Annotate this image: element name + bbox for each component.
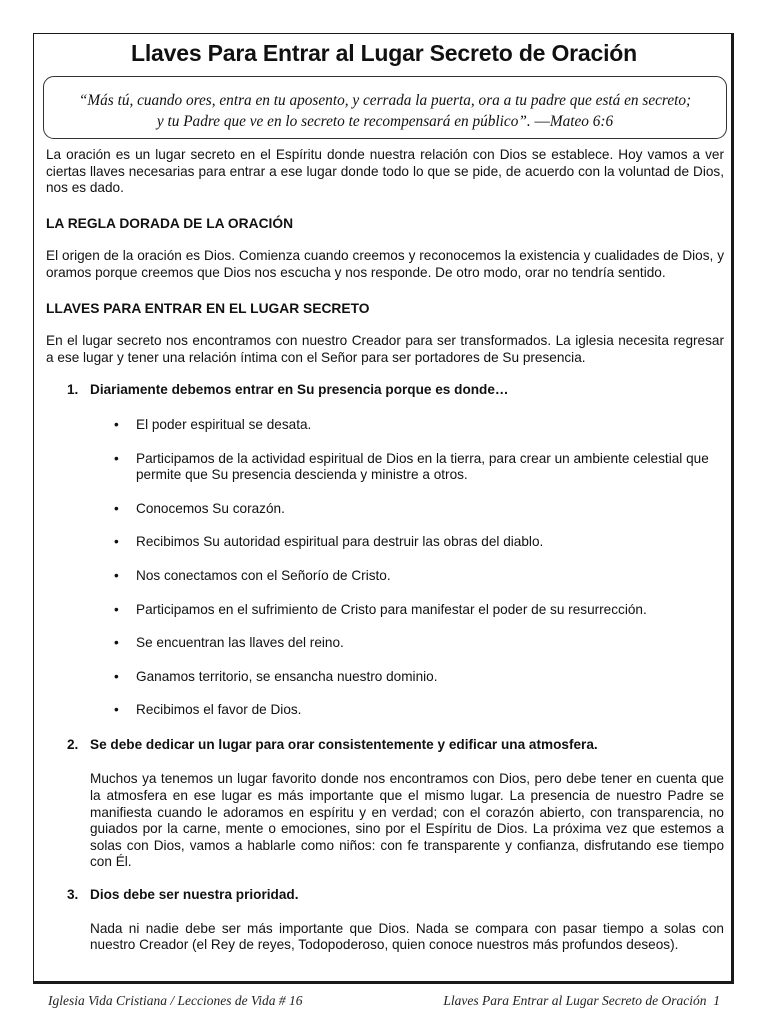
list-item-text: Conocemos Su corazón. [136, 500, 285, 516]
point-number: 1. [67, 382, 79, 398]
quote-line-2 [44, 111, 726, 132]
bullet-icon: • [114, 635, 119, 651]
list-item [46, 602, 724, 619]
list-item [46, 702, 724, 719]
list-item-text: Ganamos territorio, se ensancha nuestro dominio. [136, 668, 438, 684]
list-item-text: El poder espiritual se desata. [136, 416, 312, 432]
list-item [46, 568, 724, 585]
keys-paragraph: En el lugar secreto nos encontramos con nuestro Creador para ser transformados. La iglesia necesita regresar a ese lugar y tener una relación íntima con el Señor para ser portadores de Su presencia. [46, 333, 724, 365]
section-heading-golden-rule: LA REGLA DORADA DE LA ORACIÓN [46, 215, 294, 231]
list-item [46, 451, 724, 484]
list-item [46, 635, 724, 652]
list-item [46, 669, 724, 686]
bullet-icon: • [114, 450, 119, 466]
point-2-paragraph: Muchos ya tenemos un lugar favorito donde nos encontramos con Dios, pero debe tener en cuenta que la atmosfera en ese lugar es más importante que el mismo lugar. La presencia de nuestro Padre se manifiesta cuando le adoramos en espíritu y en verdad; con el corazón abierto, con transparencia, no guiados por la carne, mente o emociones, sino por el Espíritu de Dios. La próxima vez que estemos a solas con Dios, vamos a hablarle como niños: con fe transparente y confianza, disfrutando ese tiempo con Él. [90, 771, 724, 870]
point-number: 3. [67, 887, 79, 903]
section-heading-keys: LLAVES PARA ENTRAR EN EL LUGAR SECRETO [46, 300, 370, 316]
page-number: 1 [713, 993, 720, 1008]
list-item [46, 534, 724, 551]
point-3-heading [46, 887, 724, 904]
point-1-bullet-list [46, 417, 724, 719]
list-item-text: Participamos de la actividad espiritual de Dios en la tierra, para crear un ambiente celestial que permite que Su presencia descienda y ministre a otros. [136, 450, 709, 483]
bullet-icon: • [114, 534, 119, 550]
bullet-icon: • [114, 702, 119, 718]
point-heading-text: Dios debe ser nuestra prioridad. [90, 887, 299, 903]
list-item-text: Participamos en el sufrimiento de Cristo para manifestar el poder de su resurrección. [136, 601, 647, 617]
list-item-text: Nos conectamos con el Señorío de Cristo. [136, 567, 391, 583]
scripture-quote-box [43, 76, 727, 139]
list-item [46, 417, 724, 434]
point-heading-text: Se debe dedicar un lugar para orar consistentemente y edificar una atmosfera. [90, 736, 598, 752]
page-title: Llaves Para Entrar al Lugar Secreto de Oración [131, 40, 637, 66]
point-number: 2. [67, 736, 79, 752]
point-3-paragraph: Nada ni nadie debe ser más importante que Dios. Nada se compara con pasar tiempo a solas con nuestro Creador (el Rey de reyes, Todopoderoso, quien conoce nuestros más profundos deseos). [90, 920, 724, 953]
bullet-icon: • [114, 500, 119, 516]
point-heading-text: Diariamente debemos entrar en Su presencia porque es donde… [90, 382, 509, 398]
quote-line-2-text: y tu Padre que ve en lo secreto te recompensará en público”. [156, 113, 531, 130]
bullet-icon: • [114, 668, 119, 684]
quote-reference [531, 113, 613, 130]
point-2-heading [46, 737, 724, 754]
point-1-heading [46, 382, 724, 399]
bullet-icon: • [114, 567, 119, 583]
quote-ref-text: Mateo 6:6 [549, 113, 614, 130]
bullet-icon: • [114, 601, 119, 617]
footer-title: Llaves Para Entrar al Lugar Secreto de Oración [443, 993, 707, 1008]
quote-line-1: “Más tú, cuando ores, entra en tu aposento, y cerrada la puerta, ora a tu padre que está en secreto; [78, 92, 692, 109]
footer-left: Iglesia Vida Cristiana / Lecciones de Vida # 16 [48, 993, 303, 1008]
intro-paragraph: La oración es un lugar secreto en el Espíritu donde nuestra relación con Dios se establece. Hoy vamos a ver ciertas llaves necesarias para entrar a ese lugar donde todo lo que se pide, de acuerdo con la voluntad de Dios, nos es dado. [46, 147, 724, 196]
quote-dash: — [530, 113, 550, 130]
list-item-text: Se encuentran las llaves del reino. [136, 635, 344, 651]
document-body [46, 147, 724, 954]
golden-rule-paragraph: El origen de la oración es Dios. Comienza cuando creemos y reconocemos la existencia y cualidades de Dios, y oramos porque creemos que Dios nos escucha y nos responde. De otro modo, orar no tendría sentido. [46, 248, 724, 280]
bullet-icon: • [114, 416, 119, 432]
list-item-text: Recibimos el favor de Dios. [136, 702, 302, 718]
list-item [46, 501, 724, 518]
list-item-text: Recibimos Su autoridad espiritual para destruir las obras del diablo. [136, 534, 544, 550]
footer-right [443, 993, 720, 1009]
